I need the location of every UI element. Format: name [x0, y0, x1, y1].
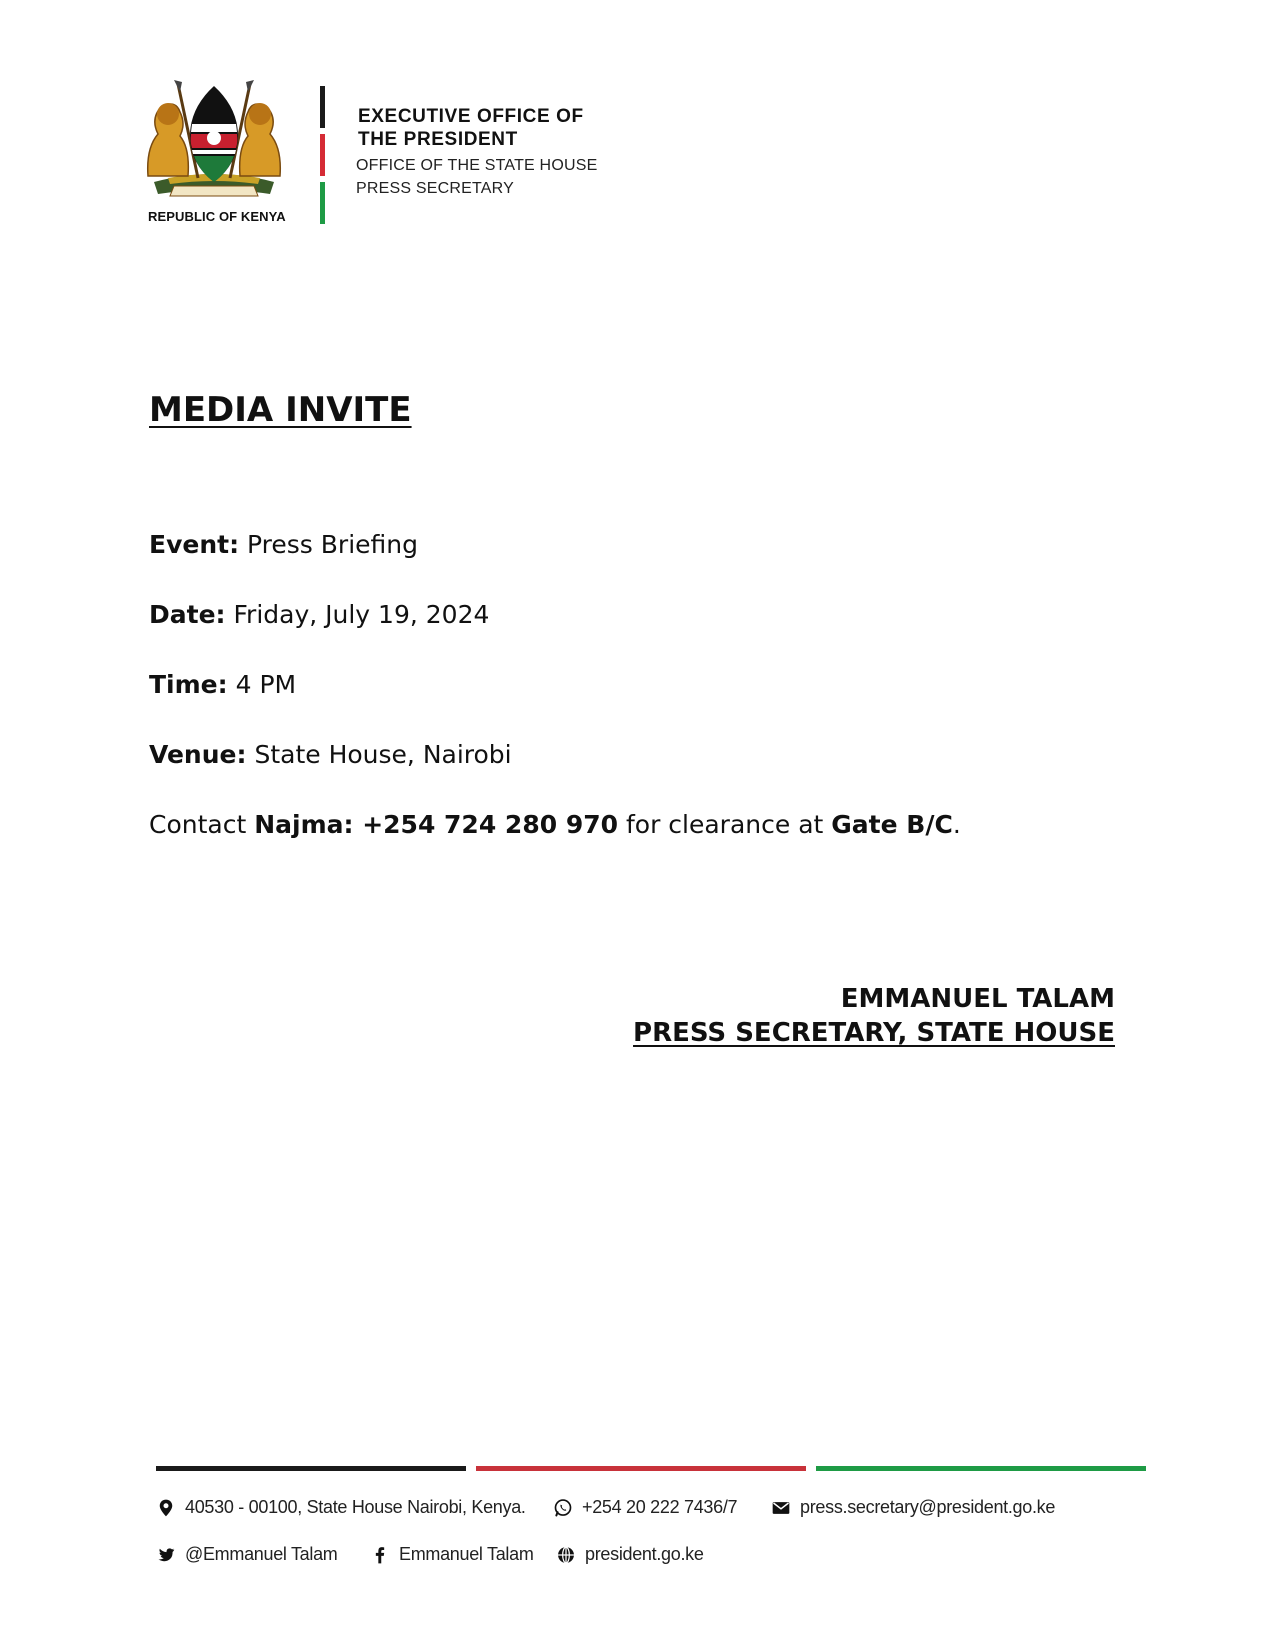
- footer-address: [156, 1497, 526, 1518]
- whatsapp-icon: [553, 1498, 573, 1518]
- contact-line: [149, 810, 961, 839]
- date-label: Date:: [149, 600, 226, 629]
- footer-website[interactable]: [556, 1544, 704, 1565]
- footer-bar-green: [816, 1466, 1146, 1471]
- page-title: MEDIA INVITE: [149, 390, 412, 430]
- divider-bar-red: [320, 134, 325, 176]
- footer-website-link[interactable]: president.go.ke: [585, 1544, 704, 1564]
- footer-email[interactable]: [771, 1497, 1055, 1518]
- venue-field: [149, 740, 512, 769]
- contact-prefix: Contact: [149, 810, 247, 839]
- office-title-line1: EXECUTIVE OFFICE OF: [358, 106, 584, 127]
- venue-label: Venue:: [149, 740, 247, 769]
- time-value: 4 PM: [235, 670, 297, 699]
- footer-facebook[interactable]: [370, 1544, 534, 1565]
- divider-bar-black: [320, 86, 325, 128]
- time-label: Time:: [149, 670, 228, 699]
- event-field: [149, 530, 418, 559]
- signatory-name: EMMANUEL TALAM: [840, 984, 1115, 1014]
- twitter-icon: [156, 1545, 176, 1565]
- contact-mid: for clearance at: [625, 810, 824, 839]
- time-field: [149, 670, 296, 699]
- event-value: Press Briefing: [247, 530, 418, 559]
- office-subtitle-line2: PRESS SECRETARY: [356, 180, 515, 197]
- event-label: Event:: [149, 530, 240, 559]
- contact-gate: Gate B/C: [831, 810, 953, 839]
- date-field: [149, 600, 489, 629]
- signatory-title: PRESS SECRETARY, STATE HOUSE: [633, 1018, 1115, 1048]
- date-value: Friday, July 19, 2024: [233, 600, 490, 629]
- contact-end: .: [952, 810, 961, 839]
- office-title-line2: THE PRESIDENT: [358, 129, 518, 150]
- footer-phone: [553, 1497, 737, 1518]
- footer-bar-black: [156, 1466, 466, 1471]
- footer-facebook-name[interactable]: Emmanuel Talam: [399, 1544, 534, 1564]
- footer-twitter-handle[interactable]: @Emmanuel Talam: [185, 1544, 338, 1564]
- office-subtitle-line1: OFFICE OF THE STATE HOUSE: [356, 157, 598, 174]
- crest-caption: REPUBLIC OF KENYA: [148, 209, 286, 224]
- divider-bar-green: [320, 182, 325, 224]
- venue-value: State House, Nairobi: [254, 740, 512, 769]
- footer-bar-red: [476, 1466, 806, 1471]
- location-pin-icon: [156, 1498, 176, 1518]
- footer-phone-text: +254 20 222 7436/7: [582, 1497, 738, 1517]
- contact-person: Najma: +254 724 280 970: [254, 810, 619, 839]
- globe-icon: [556, 1545, 576, 1565]
- footer-email-link[interactable]: press.secretary@president.go.ke: [800, 1497, 1056, 1517]
- coat-of-arms-icon: [140, 78, 288, 200]
- facebook-icon: [370, 1545, 390, 1565]
- footer-address-text: 40530 - 00100, State House Nairobi, Kenya.: [185, 1497, 526, 1517]
- mail-icon: [771, 1498, 791, 1518]
- coat-of-arms: [140, 78, 288, 224]
- footer-twitter[interactable]: [156, 1544, 338, 1565]
